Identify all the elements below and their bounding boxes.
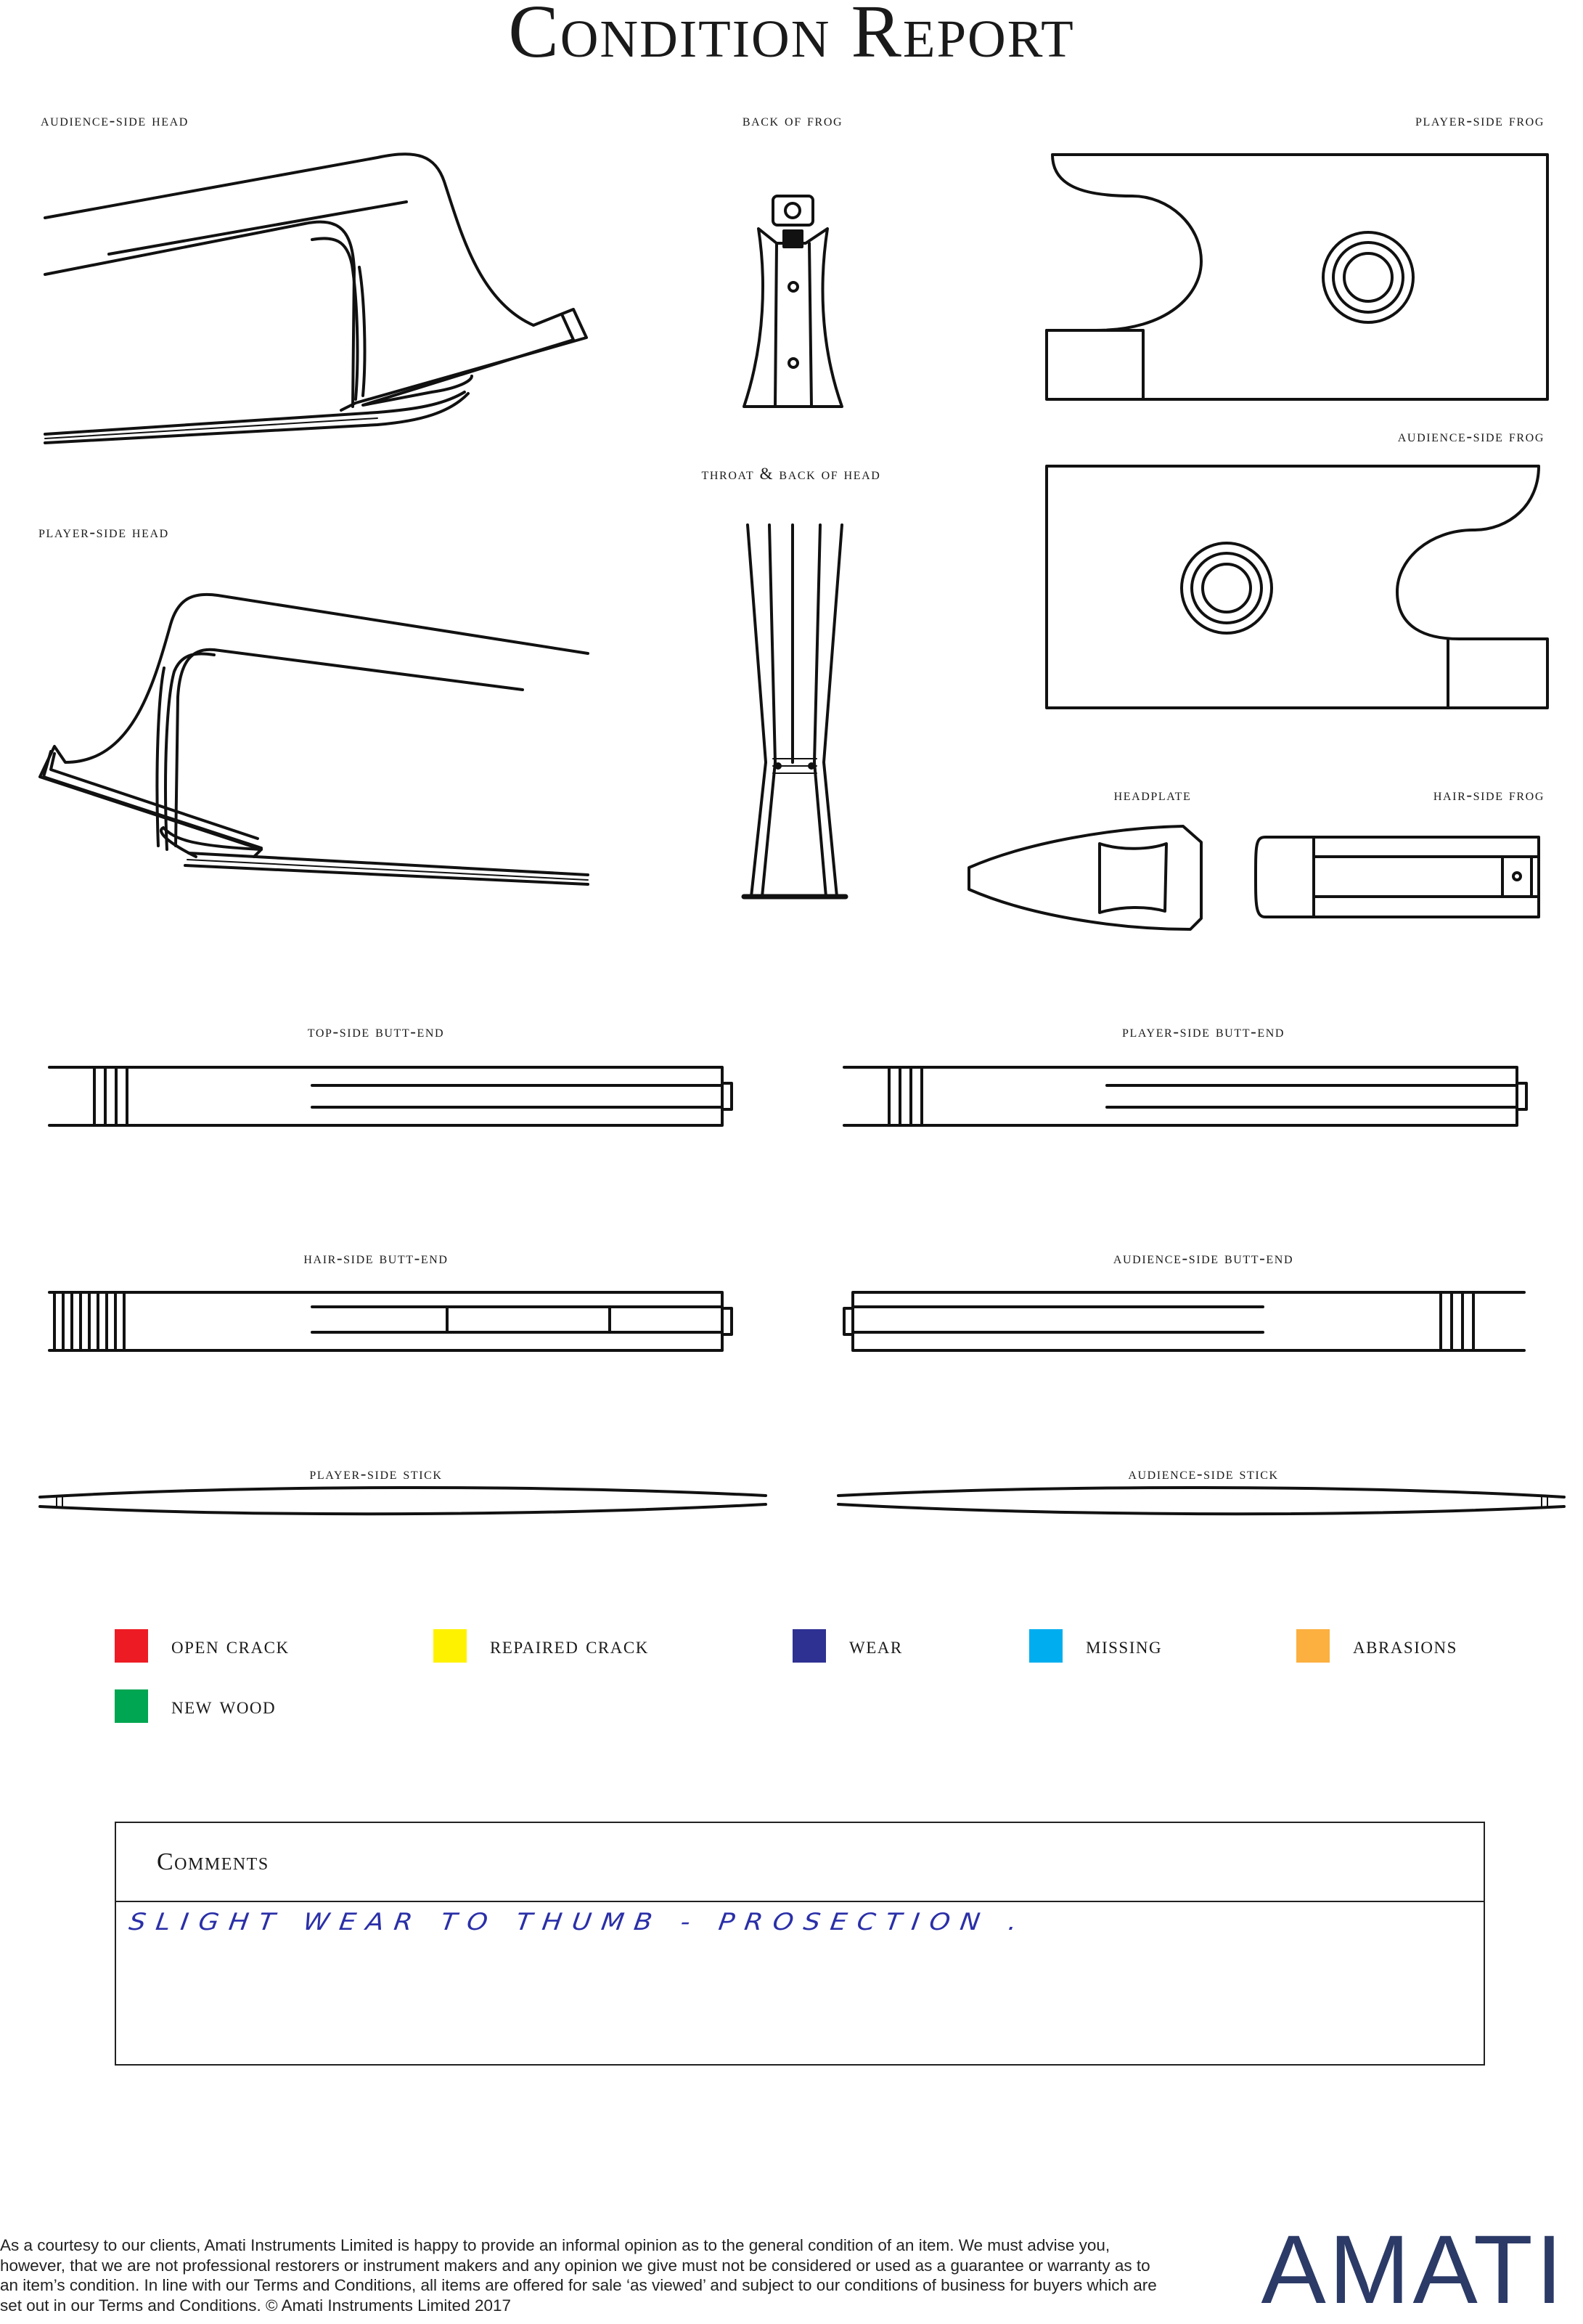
label-back-of-frog: back of frog <box>742 111 843 129</box>
page-title: Condition Report <box>508 0 1075 73</box>
audience-side-butt-end-diagram <box>838 1285 1535 1358</box>
headplate-diagram <box>962 820 1216 940</box>
throat-back-of-head-diagram <box>733 519 856 904</box>
legend-missing <box>1029 1628 1162 1663</box>
legend-label: repaired crack <box>490 1632 649 1659</box>
comments-heading: Comments <box>116 1823 1484 1902</box>
label-audience-side-butt-end: audience-side butt-end <box>1113 1249 1294 1267</box>
player-side-frog-diagram <box>1038 149 1560 410</box>
player-side-head-diagram <box>22 552 602 900</box>
legend-label: new wood <box>171 1692 277 1719</box>
top-side-butt-end-diagram <box>44 1060 740 1133</box>
repaired-crack-swatch <box>433 1629 467 1663</box>
label-top-side-butt-end: top-side butt-end <box>307 1022 445 1040</box>
label-headplate: headplate <box>1113 786 1192 804</box>
label-audience-side-frog: audience-side frog <box>1397 427 1545 445</box>
label-hair-side-butt-end: hair-side butt-end <box>303 1249 449 1267</box>
missing-swatch <box>1029 1629 1063 1663</box>
player-side-butt-end-diagram <box>838 1060 1535 1133</box>
legend-label: missing <box>1086 1632 1163 1659</box>
hair-side-frog-diagram <box>1252 831 1550 922</box>
label-player-side-frog: player-side frog <box>1415 111 1545 129</box>
legend-new-wood <box>115 1689 276 1724</box>
label-player-side-stick: player-side stick <box>309 1464 443 1483</box>
legend-label: abrasions <box>1353 1632 1457 1659</box>
legend-open-crack <box>115 1628 290 1663</box>
back-of-frog-diagram <box>733 189 864 414</box>
label-throat-back-of-head: throat & back of head <box>701 465 881 483</box>
abrasions-swatch <box>1296 1629 1330 1663</box>
wear-swatch <box>793 1629 826 1663</box>
audience-side-stick-diagram <box>835 1481 1568 1525</box>
label-hair-side-frog: hair-side frog <box>1433 786 1545 804</box>
label-player-side-butt-end: player-side butt-end <box>1121 1022 1285 1040</box>
label-audience-side-stick: audience-side stick <box>1128 1464 1279 1483</box>
hair-side-butt-end-diagram <box>44 1285 740 1358</box>
player-side-stick-diagram <box>36 1481 769 1525</box>
new-wood-swatch <box>115 1689 148 1723</box>
audience-side-frog-diagram <box>1038 457 1560 719</box>
label-player-side-head: player-side head <box>38 523 169 541</box>
legend-label: open crack <box>171 1632 290 1659</box>
legend-abrasions <box>1296 1628 1457 1663</box>
comments-text: SLIGHT WEAR TO THUMB - PROSECTION . <box>127 1909 1029 1936</box>
audience-side-head-diagram <box>0 138 602 457</box>
legend-repaired-crack <box>433 1628 649 1663</box>
legend-wear <box>793 1628 903 1663</box>
brand-logo: AMATI <box>1261 2216 1566 2324</box>
open-crack-swatch <box>115 1629 148 1663</box>
comments-box[interactable] <box>115 1822 1485 2066</box>
label-audience-side-head: audience-side head <box>41 111 189 129</box>
legend-label: wear <box>849 1632 903 1659</box>
disclaimer-text: As a courtesy to our clients, Amati Instruments Limited is happy to provide an informal opinion as to the general condition of an item. We must advise you, however, that we are not professional restorers or instrument makers and any opinion we give must not be considered or used as a guarantee or warranty as to an item’s condition. In line with our Terms and Conditions, all items are offered for sale ‘as viewed’ and subject to our conditions of business for buyers which are set out in our Terms and Conditions. © Amati Instruments Limited 2017 <box>0 2236 1157 2315</box>
